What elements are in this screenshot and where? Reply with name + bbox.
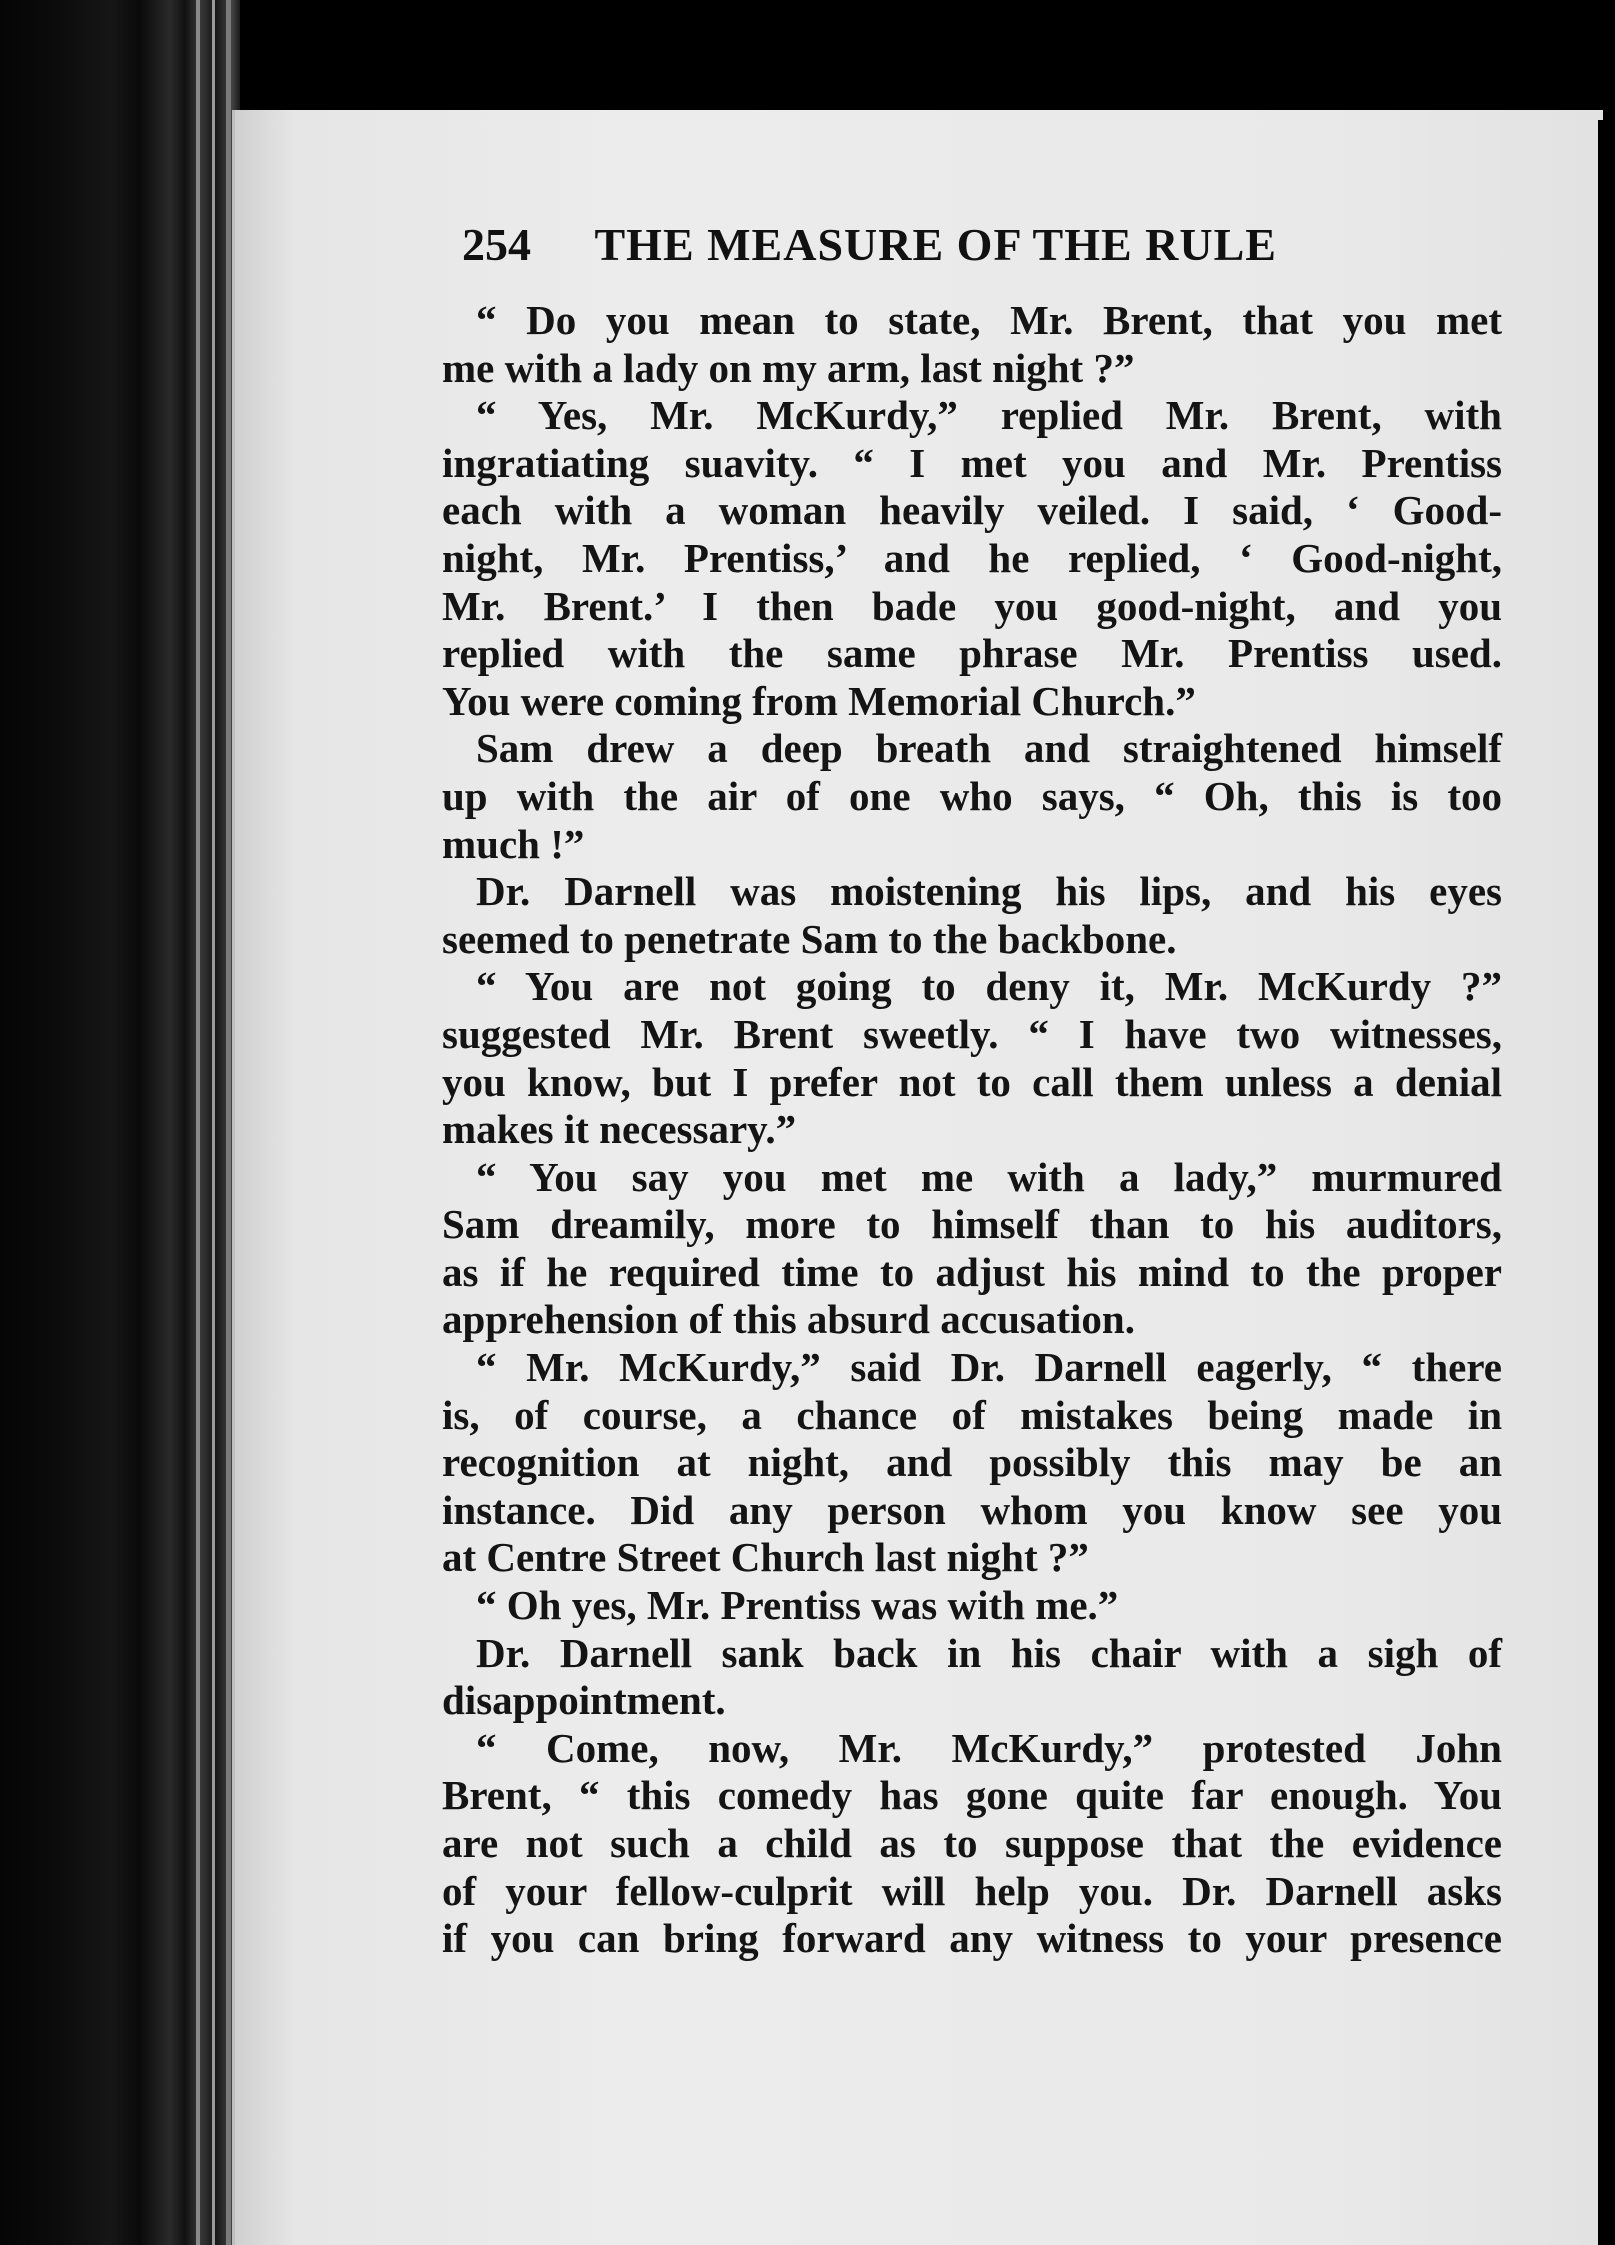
text-line: disappointment. — [442, 1677, 726, 1724]
running-title: THE MEASURE OF THE RULE — [594, 219, 1277, 270]
page-number: 254 — [462, 219, 531, 270]
text-line: Sam dreamily, more to himself than to his auditors, — [442, 1201, 1502, 1248]
text-line: you know, but I prefer not to call them unless a denial — [442, 1058, 1502, 1105]
text-line: instance. Did any person whom you know see you — [442, 1486, 1502, 1533]
edge-stripe — [212, 0, 215, 2245]
text-line: “ Mr. McKurdy,” said Dr. Darnell eagerly, “ there — [476, 1344, 1502, 1391]
text-line: of your fellow-culprit will help you. Dr. Darnell asks — [442, 1867, 1502, 1914]
text-line: You were coming from Memorial Church.” — [442, 677, 1196, 724]
text-line: at Centre Street Church last night ?” — [442, 1534, 1089, 1581]
text-line: much !” — [442, 820, 585, 867]
text-line: Dr. Darnell sank back in his chair with a sigh of — [476, 1629, 1502, 1676]
text-line: “ Come, now, Mr. McKurdy,” protested John — [476, 1724, 1502, 1771]
text-line: makes it necessary.” — [442, 1106, 797, 1153]
text-line: as if he required time to adjust his mind to the proper — [442, 1248, 1502, 1295]
edge-stripe — [196, 0, 200, 2245]
page-right-edge — [1598, 120, 1615, 2245]
text-line: “ Do you mean to state, Mr. Brent, that you met — [476, 297, 1502, 343]
running-header — [462, 218, 1382, 288]
text-line: suggested Mr. Brent sweetly. “ I have two witnesses, — [442, 1010, 1502, 1057]
text-line: Dr. Darnell was moistening his lips, and his eyes — [476, 868, 1502, 915]
text-line: is, of course, a chance of mistakes being made in — [442, 1391, 1502, 1438]
text-line: Mr. Brent.’ I then bade you good-night, and you — [442, 582, 1502, 629]
text-line: ingratiating suavity. “ I met you and Mr. Prentiss — [442, 439, 1502, 486]
binding-edge — [0, 0, 240, 2245]
text-line: each with a woman heavily veiled. I said, ‘ Good- — [442, 487, 1502, 534]
text-line: “ You are not going to deny it, Mr. McKurdy ?” — [476, 963, 1502, 1010]
text-line: if you can bring forward any witness to your presence — [442, 1915, 1502, 1962]
text-line: apprehension of this absurd accusation. — [442, 1296, 1135, 1343]
text-line: “ Oh yes, Mr. Prentiss was with me.” — [476, 1582, 1119, 1629]
text-line: Brent, “ this comedy has gone quite far enough. You — [442, 1772, 1502, 1819]
text-line: “ Yes, Mr. McKurdy,” replied Mr. Brent, with — [476, 392, 1502, 439]
text-line: are not such a child as to suppose that the evidence — [442, 1820, 1502, 1866]
text-line: “ You say you met me with a lady,” murmured — [476, 1153, 1502, 1200]
text-line: recognition at night, and possibly this may be an — [442, 1439, 1502, 1486]
text-line: up with the air of one who says, “ Oh, this is too — [442, 772, 1502, 819]
body-text — [442, 297, 1502, 1963]
text-line: night, Mr. Prentiss,’ and he replied, ‘ Good-night, — [442, 534, 1502, 581]
text-line: me with a lady on my arm, last night ?” — [442, 344, 1135, 391]
edge-stripe — [226, 0, 231, 2245]
text-line: replied with the same phrase Mr. Prentiss used. — [442, 630, 1502, 677]
text-line: Sam drew a deep breath and straightened himself — [476, 725, 1502, 772]
text-line: seemed to penetrate Sam to the backbone. — [442, 915, 1177, 962]
